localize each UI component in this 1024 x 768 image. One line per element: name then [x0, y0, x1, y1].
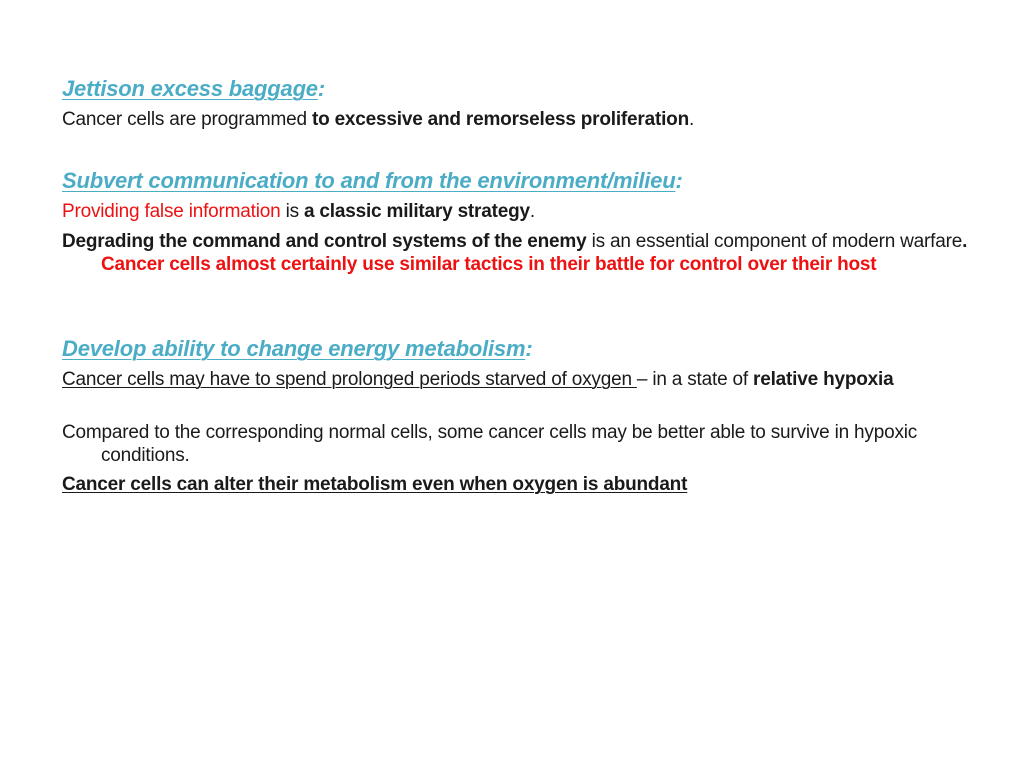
text-plain: is an essential component of modern warfare	[586, 231, 963, 252]
heading-subvert-communication	[62, 168, 683, 194]
text-bold-underlined: Cancer cells can alter their metabolism even when oxygen is abundant	[62, 474, 688, 495]
text-bold: a classic military strategy	[303, 201, 530, 222]
paragraph-false-information	[62, 200, 962, 223]
heading-text: Subvert communication to and from the environment/milieu	[62, 168, 676, 193]
heading-colon: :	[675, 168, 683, 193]
heading-jettison-excess-baggage	[62, 76, 325, 102]
text-plain: – in a state of	[636, 369, 754, 390]
heading-text: Develop ability to change energy metabolism	[62, 336, 526, 361]
paragraph-hypoxic-conditions	[62, 421, 981, 467]
text-period: .	[689, 109, 695, 130]
text-plain: is	[280, 201, 304, 222]
text-underlined: Cancer cells may have to spend prolonged periods starved of oxygen	[62, 369, 637, 390]
text-bold-period: .	[962, 231, 968, 252]
paragraph-proliferation	[62, 108, 962, 131]
text-bold: Degrading the command and control systems of the enemy	[62, 231, 587, 252]
heading-colon: :	[525, 336, 533, 361]
text-red-bold: Cancer cells almost certainly use similar tactics in their battle for control over their host	[101, 254, 877, 275]
heading-text: Jettison excess baggage	[62, 76, 318, 101]
heading-energy-metabolism	[62, 336, 532, 362]
text-plain: Cancer cells are programmed	[62, 109, 312, 130]
text-plain: Compared to the corresponding normal cells, some cancer cells may be better able to survive in hypoxic conditions.	[62, 422, 918, 466]
text-bold: relative hypoxia	[753, 369, 894, 390]
heading-colon: :	[317, 76, 325, 101]
text-period: .	[529, 201, 535, 222]
text-bold: to excessive and remorseless proliferation	[311, 109, 689, 130]
paragraph-degrading-command	[62, 230, 981, 276]
paragraph-starved-oxygen	[62, 368, 981, 391]
text-red: Providing false information	[62, 201, 281, 222]
paragraph-alter-metabolism	[62, 473, 962, 496]
